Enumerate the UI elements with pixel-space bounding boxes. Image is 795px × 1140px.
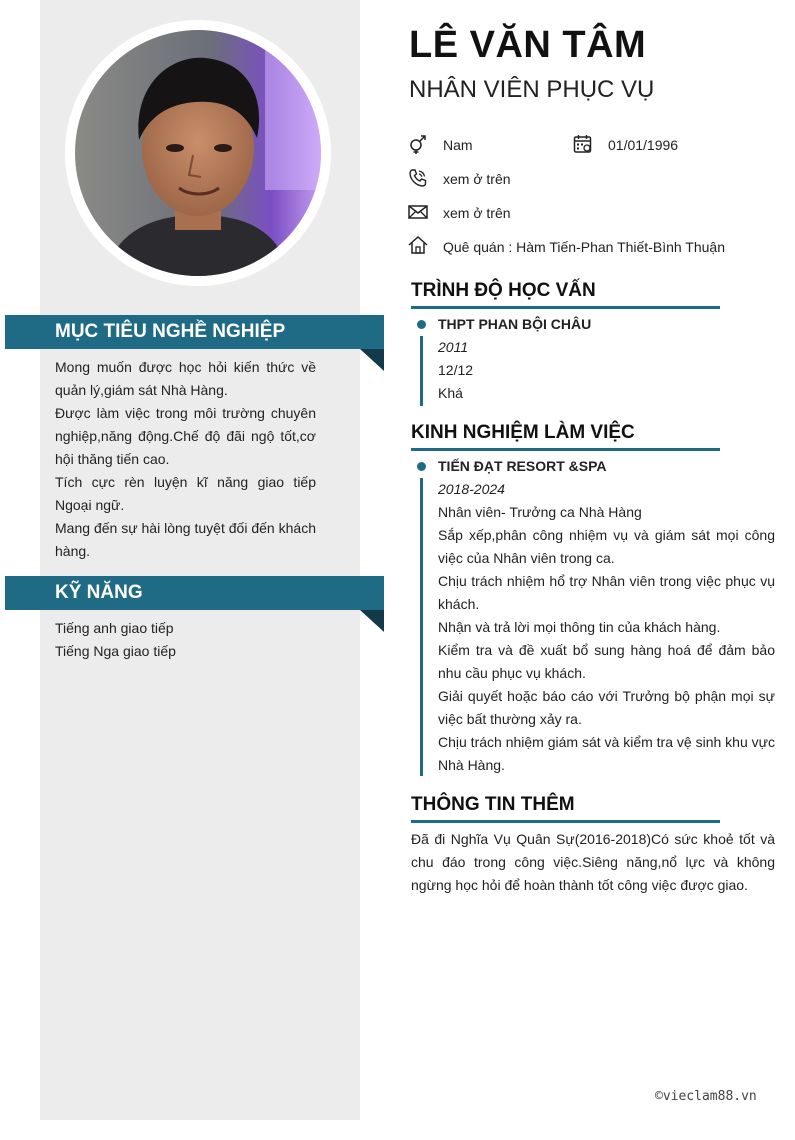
- skills-list: [55, 617, 316, 663]
- avatar: [75, 30, 321, 276]
- duty-item: Giải quyết hoặc báo cáo với Trưởng bộ phận mọi sự việc bất thường xảy ra.: [438, 688, 775, 727]
- experience-position: Nhân viên- Trưởng ca Nhà Hàng: [438, 504, 642, 520]
- email-icon: [408, 202, 428, 222]
- education-grade: 12/12: [438, 362, 474, 378]
- hometown-value: Quê quán : Hàm Tiến-Phan Thiết-Bình Thuận: [443, 239, 725, 255]
- skill-item: Tiếng anh giao tiếp: [55, 620, 174, 636]
- duty-item: Chịu trách nhiệm giám sát và kiểm tra vệ sinh khu vực Nhà Hàng.: [438, 734, 775, 773]
- home-icon: [408, 235, 428, 255]
- skills-banner: [5, 576, 384, 610]
- banner-fold: [360, 610, 384, 632]
- company-name: TIẾN ĐẠT RESORT &SPA: [438, 458, 607, 474]
- school-name: THPT PHAN BỘI CHÂU: [438, 316, 592, 332]
- avatar-photo-icon: [75, 30, 321, 276]
- timeline-line: [420, 478, 423, 776]
- experience-entry: [438, 455, 775, 777]
- experience-period: 2018-2024: [438, 481, 505, 497]
- candidate-role: NHÂN VIÊN PHỤC VỤ: [409, 76, 655, 103]
- gender-icon: [408, 134, 428, 154]
- objective-line: Mong muốn được học hỏi kiến thức về quản lý,giám sát Nhà Hàng.: [55, 359, 316, 398]
- duty-item: Kiểm tra và đề xuất bổ sung hàng hoá để đảm bảo nhu cầu phục vụ khách.: [438, 642, 775, 681]
- education-entry: [438, 313, 775, 405]
- timeline-dot: [417, 320, 426, 329]
- banner-fold: [360, 349, 384, 371]
- email-value: xem ở trên: [443, 205, 511, 221]
- skill-item: Tiếng Nga giao tiếp: [55, 643, 176, 659]
- skills-title: KỸ NĂNG: [55, 582, 143, 603]
- timeline-line: [420, 336, 423, 406]
- objective-line: Mang đến sự hài lòng tuyệt đối đến khách hàng.: [55, 520, 316, 559]
- phone-value: xem ở trên: [443, 171, 511, 187]
- duty-item: Sắp xếp,phân công nhiệm vụ và giám sát mọi công việc của Nhân viên trong ca.: [438, 527, 775, 566]
- duty-item: Nhận và trả lời mọi thông tin của khách hàng.: [438, 619, 721, 635]
- candidate-name: LÊ VĂN TÂM: [409, 24, 647, 66]
- timeline-dot: [417, 462, 426, 471]
- experience-title: KINH NGHIỆM LÀM VIỆC: [411, 420, 720, 451]
- gender-value: Nam: [443, 137, 473, 153]
- phone-icon: [408, 168, 428, 188]
- education-rank: Khá: [438, 385, 463, 401]
- duty-item: Chịu trách nhiệm hổ trợ Nhân viên trong việc phục vụ khách.: [438, 573, 775, 612]
- objective-line: Được làm việc trong môi trường chuyên nghiệp,năng động.Chế độ đãi ngộ tốt,cơ hội thăng tiến cao.: [55, 405, 316, 467]
- additional-title: THÔNG TIN THÊM: [411, 792, 720, 823]
- education-title: TRÌNH ĐỘ HỌC VẤN: [411, 278, 720, 309]
- objective-line: Tích cực rèn luyện kĩ năng giao tiếp Ngoại ngữ.: [55, 474, 316, 513]
- dob-value: 01/01/1996: [608, 137, 679, 153]
- objective-banner: [5, 315, 384, 349]
- objective-text: [55, 356, 316, 563]
- calendar-icon: [573, 134, 593, 154]
- objective-title: MỤC TIÊU NGHỀ NGHIỆP: [55, 321, 286, 342]
- additional-text: Đã đi Nghĩa Vụ Quân Sự(2016-2018)Có sức khoẻ tốt và chu đáo trong công việc.Siêng năng,nổ lực và không ngừng học hỏi để hoàn thành tốt công việc được giao.: [411, 831, 775, 893]
- watermark: ©vieclam88.vn: [655, 1089, 757, 1104]
- education-year: 2011: [438, 339, 469, 355]
